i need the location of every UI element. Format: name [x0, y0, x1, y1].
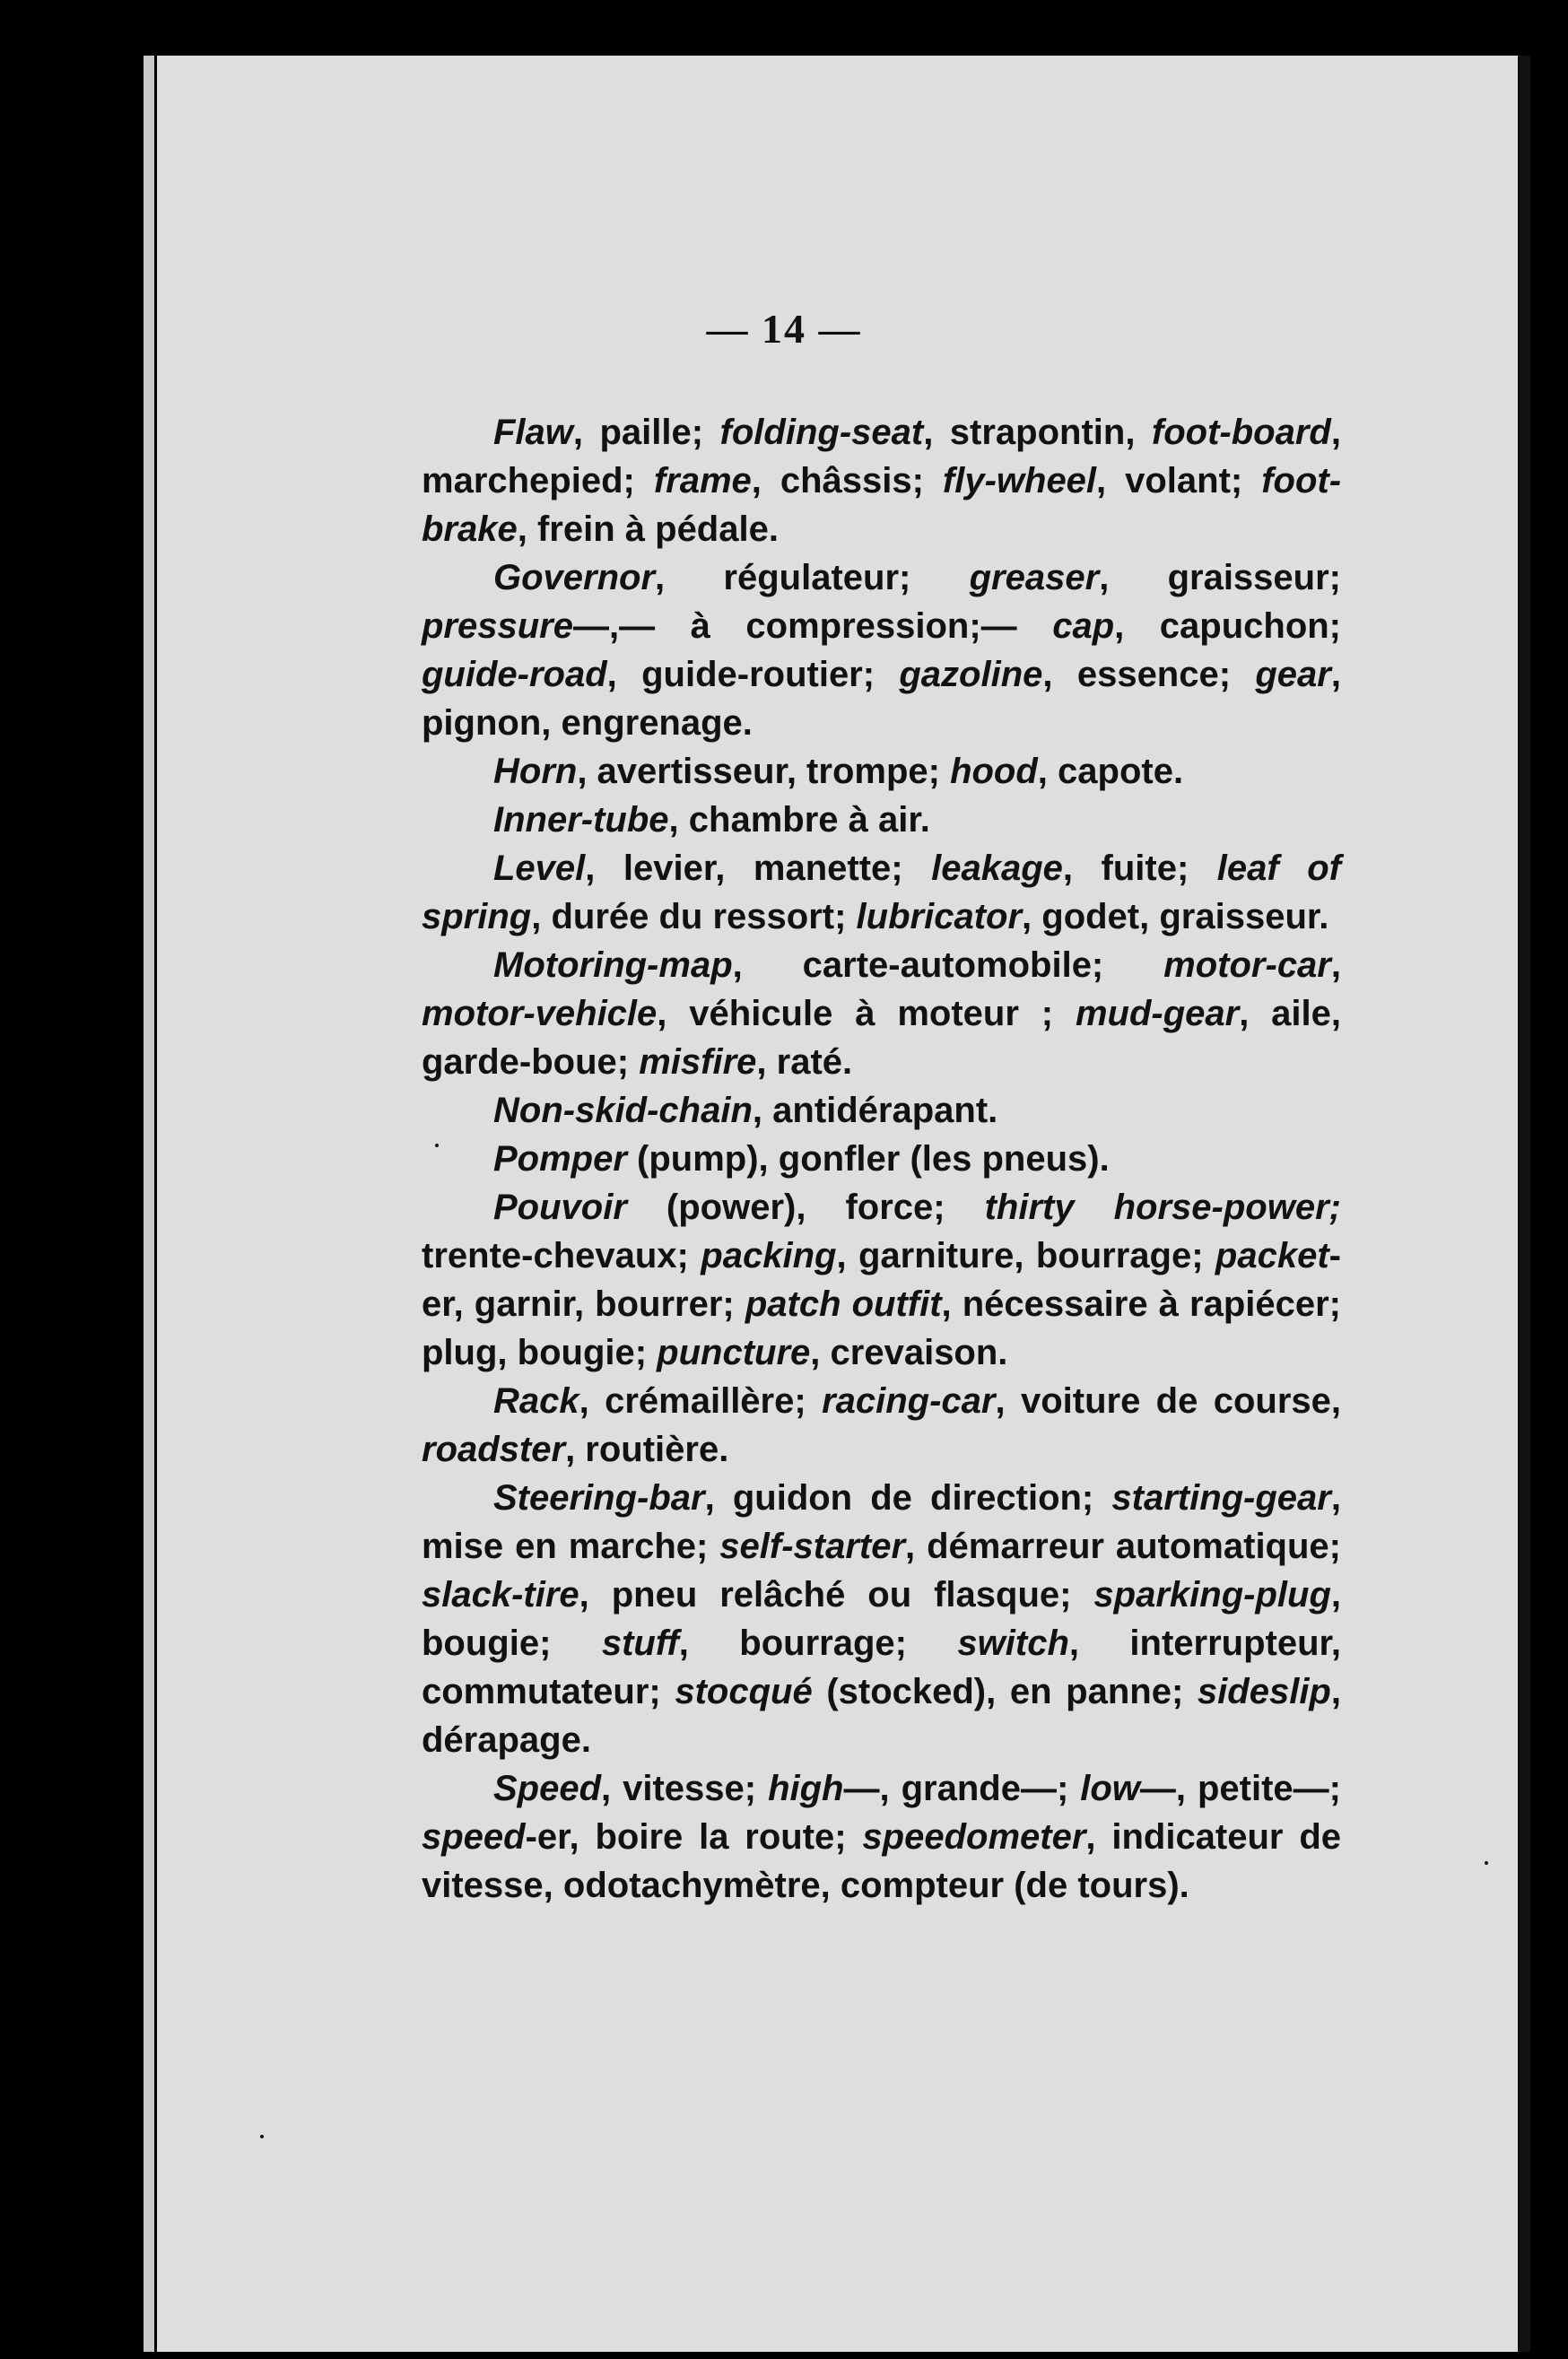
french-definition: , châssis; [751, 461, 943, 501]
french-definition: (pump), gonfler (les pneus). [626, 1139, 1110, 1179]
english-term: stocqué [675, 1672, 813, 1711]
french-definition: , mise en marche; [422, 1478, 1341, 1566]
glossary-entry [422, 844, 1341, 941]
english-term: hood [950, 752, 1038, 791]
english-term: Horn [493, 752, 578, 791]
glossary-entry [422, 1764, 1341, 1910]
english-term: self-starter [719, 1527, 906, 1566]
english-term: leakage [931, 849, 1063, 888]
english-term: sparking-plug [1093, 1575, 1331, 1615]
french-definition: -er, boire la route; [525, 1817, 863, 1857]
glossary-entry [422, 408, 1341, 553]
glossary-entry [422, 941, 1341, 1086]
english-term: foot-board [1151, 413, 1331, 452]
english-term: cap [1052, 606, 1115, 646]
english-term: fly-wheel [942, 461, 1097, 501]
english-term: gear [1255, 655, 1331, 694]
english-term: slack-tire [422, 1575, 579, 1615]
english-term: mud-gear [1075, 994, 1240, 1033]
page-number: — 14 — [706, 306, 862, 352]
glossary-entry [422, 1474, 1341, 1764]
french-definition: , chambre à air. [668, 800, 930, 840]
english-term: guide-road [422, 655, 607, 694]
glossary-entry [422, 747, 1341, 796]
french-definition: , capuchon; [1114, 606, 1342, 646]
english-term: speed [422, 1817, 526, 1857]
english-term: frame [653, 461, 752, 501]
page-left-edge [144, 56, 154, 2352]
french-definition: , démarreur automatique; [905, 1527, 1341, 1566]
glossary-text [422, 408, 1341, 1910]
english-term: thirty horse-power; [984, 1188, 1341, 1227]
glossary-entry [422, 796, 1341, 844]
french-definition: , godet, graisseur. [1022, 897, 1329, 936]
french-definition: , véhicule à moteur ; [657, 994, 1076, 1033]
french-definition: , vitesse; [601, 1769, 769, 1808]
french-definition: , carte-automobile; [732, 945, 1164, 985]
french-definition: —, petite—; [1139, 1769, 1341, 1808]
glossary-entry [422, 553, 1341, 747]
english-term: pressure [422, 606, 573, 646]
scan-speck [1485, 1861, 1488, 1865]
english-term: high [768, 1769, 844, 1808]
english-term: Motoring-map [493, 945, 733, 985]
scan-right-margin [1530, 56, 1568, 2352]
french-definition: trente-chevaux; [422, 1236, 701, 1275]
french-definition: , crémaillère; [579, 1381, 823, 1421]
english-term: gazoline [899, 655, 1043, 694]
french-definition: , graisseur; [1099, 558, 1341, 597]
french-definition: , garniture, bourrage; [836, 1236, 1215, 1275]
glossary-entry [422, 1086, 1341, 1135]
french-definition: , marchepied; [422, 413, 1341, 501]
english-term: packing [701, 1236, 837, 1275]
french-definition: , antidérapant. [752, 1091, 998, 1130]
english-term: Flaw [493, 413, 573, 452]
french-definition: -er, garnir, bourrer; [422, 1236, 1341, 1324]
french-definition: , avertisseur, trompe; [577, 752, 951, 791]
english-term: Inner-tube [493, 800, 669, 840]
glossary-entry [422, 1377, 1341, 1474]
french-definition: , voiture de course, [995, 1381, 1342, 1421]
english-term: leaf of spring [422, 849, 1341, 936]
english-term: Rack [493, 1381, 579, 1421]
french-definition: , levier, manette; [585, 849, 932, 888]
glossary-entry [422, 1183, 1341, 1377]
french-definition: , crevaison. [810, 1333, 1008, 1372]
english-term: Governor [493, 558, 656, 597]
english-term: Pomper [493, 1139, 627, 1179]
french-definition: , indicateur de vitesse, odotachymètre, compteur (de tours). [422, 1817, 1341, 1905]
scan-speck [260, 2135, 264, 2138]
french-definition: , [1330, 945, 1341, 985]
english-term: Non-skid-chain [493, 1091, 753, 1130]
english-term: racing-car [822, 1381, 996, 1421]
french-definition: , paille; [572, 413, 720, 452]
french-definition: , pneu relâché ou flasque; [579, 1575, 1094, 1615]
french-definition: , dérapage. [422, 1672, 1341, 1760]
french-definition: , interrupteur, commutateur; [422, 1623, 1342, 1711]
english-term: puncture [657, 1333, 811, 1372]
french-definition: , raté. [756, 1042, 853, 1082]
english-term: lubricator [856, 897, 1023, 936]
french-definition: (power), force; [626, 1188, 985, 1227]
french-definition: , aile, garde-boue; [422, 994, 1341, 1082]
english-term: motor-car [1163, 945, 1331, 985]
english-term: roadster [422, 1430, 566, 1469]
english-term: speedometer [862, 1817, 1086, 1857]
french-definition: , bougie; [422, 1575, 1341, 1663]
english-term: motor-vehicle [422, 994, 658, 1033]
french-definition: , régulateur; [655, 558, 970, 597]
french-definition: , routière. [565, 1430, 729, 1469]
french-definition: (stocked), en panne; [812, 1672, 1198, 1711]
english-term: Speed [493, 1769, 602, 1808]
english-term: folding-seat [719, 413, 924, 452]
french-definition: , capote. [1037, 752, 1184, 791]
french-definition: , pignon, engrenage. [422, 655, 1341, 743]
french-definition: , guidon de direction; [704, 1478, 1112, 1518]
french-definition: , volant; [1096, 461, 1262, 501]
english-term: foot-brake [422, 461, 1342, 549]
english-term: misfire [639, 1042, 757, 1082]
english-term: stuff [601, 1623, 679, 1663]
glossary-entry [422, 1135, 1341, 1183]
french-definition: , bourrage; [678, 1623, 958, 1663]
english-term: Pouvoir [493, 1188, 627, 1227]
english-term: Steering-bar [493, 1478, 705, 1518]
english-term: Level [493, 849, 586, 888]
french-definition: , guide-routier; [606, 655, 900, 694]
english-term: greaser [969, 558, 1100, 597]
english-term: packet [1215, 1236, 1329, 1275]
french-definition: , nécessaire à rapiécer; plug, bougie; [422, 1284, 1341, 1372]
english-term: patch outfit [745, 1284, 942, 1324]
french-definition: , essence; [1042, 655, 1256, 694]
english-term: low [1080, 1769, 1140, 1808]
english-term: switch [957, 1623, 1069, 1663]
french-definition: , fuite; [1062, 849, 1217, 888]
english-term: sideslip [1197, 1672, 1331, 1711]
french-definition: , strapontin, [923, 413, 1152, 452]
french-definition: , frein à pédale. [517, 509, 779, 549]
french-definition: —,— à compression;— [572, 606, 1053, 646]
page-right-edge [1518, 56, 1530, 2352]
french-definition: , durée du ressort; [531, 897, 857, 936]
french-definition: —, grande—; [843, 1769, 1081, 1808]
english-term: starting-gear [1111, 1478, 1331, 1518]
